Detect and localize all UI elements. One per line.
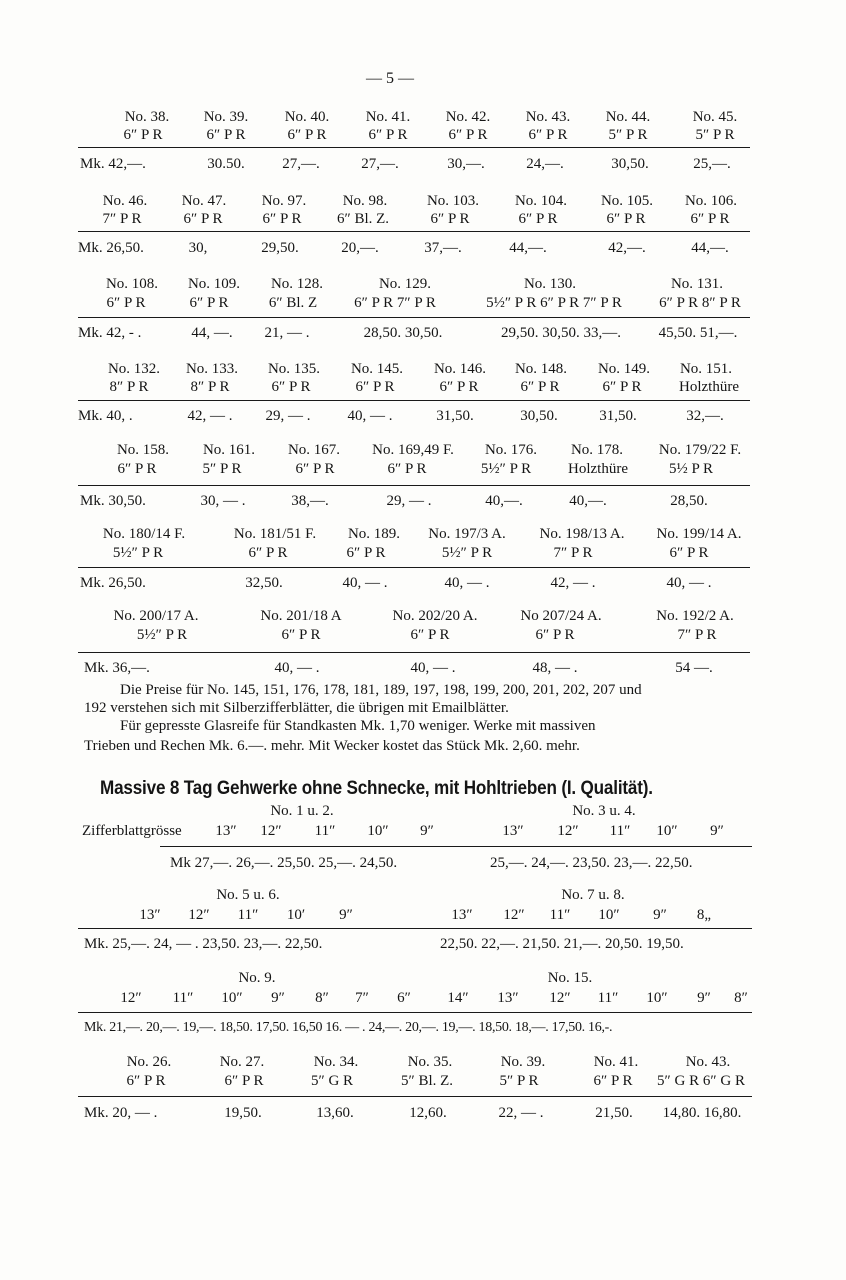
model-desc: 6″ P R <box>448 127 488 143</box>
model-desc: 6″ P R <box>295 461 335 477</box>
model-number: No. 104. <box>514 193 568 209</box>
dial-size: 9″ <box>420 823 434 839</box>
model-desc: 6″ P R <box>520 379 560 395</box>
model-number: No. 181/51 F. <box>233 526 317 542</box>
dial-size: 9″ <box>271 990 285 1006</box>
price: 24,—. <box>526 156 564 172</box>
model-desc: 6″ P R <box>355 379 395 395</box>
dial-size: 13″ <box>497 990 519 1006</box>
model-number: No. 197/3 A. <box>428 526 506 542</box>
price: Mk. 42,—. <box>80 156 146 172</box>
dial-size: 8″ <box>315 990 329 1006</box>
dial-size: 10″ <box>656 823 678 839</box>
dial-size: 13″ <box>451 907 473 923</box>
model-desc: Holzthüre <box>568 461 628 477</box>
price: 40,—. <box>569 493 607 509</box>
model-number: No. 105. <box>600 193 654 209</box>
price: 30, <box>188 240 208 256</box>
model-number: No. 97. <box>261 193 307 209</box>
price: 40, — . <box>666 575 712 591</box>
model-desc: 6″ P R <box>106 295 146 311</box>
model-number: No. 202/20 A. <box>392 608 478 624</box>
model-number: No. 34. <box>313 1054 359 1070</box>
model-desc: 8″ P R <box>190 379 230 395</box>
model-number: No. 130. <box>523 276 577 292</box>
price: 30, — . <box>200 493 246 509</box>
model-desc: 6″ P R <box>287 127 327 143</box>
price: 12,60. <box>409 1105 447 1121</box>
price: 45,50. 51,—. <box>658 325 738 341</box>
model-number: No. 161. <box>202 442 256 458</box>
model-desc: 6″ P R <box>271 379 311 395</box>
model-desc: 6″ P R <box>606 211 646 227</box>
model-number: No. 41. <box>593 1054 639 1070</box>
price: 21, — . <box>264 325 310 341</box>
model-desc: 6″ P R <box>123 127 163 143</box>
dial-size: 11″ <box>314 823 336 839</box>
model-desc: 6″ P R <box>518 211 558 227</box>
model-number: No. 151. <box>679 361 733 377</box>
dial-size: 9″ <box>653 907 667 923</box>
price: Mk. 42, - . <box>78 325 142 341</box>
model-desc: 5″ P R <box>499 1073 539 1089</box>
price: 40, — . <box>444 575 490 591</box>
dial-size: 6″ <box>397 990 411 1006</box>
model-desc: 6″ P R <box>669 545 709 561</box>
model-number: No. 42. <box>445 109 491 125</box>
model-number: No. 189. <box>347 526 401 542</box>
section-heading: Massive 8 Tag Gehwerke ohne Schnecke, mit Hohltrieben (I. Qualität). <box>100 778 653 799</box>
price: 40, — . <box>347 408 393 424</box>
model-number: No. 39. <box>203 109 249 125</box>
price: 37,—. <box>424 240 462 256</box>
price: 29,50. <box>261 240 299 256</box>
model-number: No. 106. <box>684 193 738 209</box>
dial-size: 12″ <box>503 907 525 923</box>
price: 14,80. 16,80. <box>662 1105 742 1121</box>
price: 30,50. <box>611 156 649 172</box>
model-desc: 6″ P R <box>206 127 246 143</box>
model-number: No. 149. <box>597 361 651 377</box>
model-number: No. 167. <box>287 442 341 458</box>
model-desc: 5½ P R <box>668 461 714 477</box>
dial-size: 10″ <box>221 990 243 1006</box>
table-rule <box>78 928 752 929</box>
dial-size: 12″ <box>120 990 142 1006</box>
model-number: No. 43. <box>685 1054 731 1070</box>
dial-size: 8″ <box>734 990 748 1006</box>
dial-size: 14″ <box>447 990 469 1006</box>
price: Mk. 20, — . <box>84 1105 158 1121</box>
model-desc: 6″ P R <box>224 1073 264 1089</box>
group-title: No. 9. <box>238 970 276 986</box>
price: 29,50. 30,50. 33,—. <box>501 325 621 341</box>
model-desc: 6″ P R <box>439 379 479 395</box>
model-desc: 5″ P R <box>695 127 735 143</box>
model-desc: 6″ P R <box>593 1073 633 1089</box>
model-number: No. 135. <box>267 361 321 377</box>
model-number: No. 40. <box>284 109 330 125</box>
price: 30,—. <box>447 156 485 172</box>
price: 42, — . <box>550 575 596 591</box>
model-number: No. 43. <box>525 109 571 125</box>
note-line: Die Preise für No. 145, 151, 176, 178, 181, 189, 197, 198, 199, 200, 201, 202, 207 und <box>120 682 642 698</box>
price: 30,50. <box>520 408 558 424</box>
model-number: No. 200/17 A. <box>113 608 199 624</box>
model-number: No. 38. <box>124 109 170 125</box>
model-number: No. 199/14 A. <box>656 526 742 542</box>
dial-size: 10″ <box>598 907 620 923</box>
model-desc: 5½″ P R <box>480 461 532 477</box>
price: 42, — . <box>187 408 233 424</box>
model-desc: 6″ P R <box>430 211 470 227</box>
dial-size: 9″ <box>339 907 353 923</box>
model-desc: 5″ Bl. Z. <box>400 1073 454 1089</box>
model-number: No. 131. <box>670 276 724 292</box>
dial-size: 13″ <box>502 823 524 839</box>
model-number: No. 176. <box>484 442 538 458</box>
model-desc: 6″ P R <box>126 1073 166 1089</box>
price: 32,—. <box>686 408 724 424</box>
model-number: No. 179/22 F. <box>658 442 742 458</box>
model-desc: 6″ P R <box>183 211 223 227</box>
model-desc: 8″ P R <box>109 379 149 395</box>
price-row: Mk 27,—. 26,—. 25,50. 25,—. 24,50. <box>170 855 398 871</box>
model-number: No. 39. <box>500 1054 546 1070</box>
model-desc: 6″ P R <box>262 211 302 227</box>
table-rule <box>78 1096 752 1097</box>
model-number: No. 46. <box>102 193 148 209</box>
dial-size: 9″ <box>710 823 724 839</box>
price: 27,—. <box>361 156 399 172</box>
model-number: No 207/24 A. <box>520 608 602 624</box>
table-rule <box>78 652 750 653</box>
table-rule <box>78 231 750 232</box>
model-desc: 6″ Bl. Z. <box>336 211 390 227</box>
price: 13,60. <box>316 1105 354 1121</box>
price: 44,—. <box>691 240 729 256</box>
price: 31,50. <box>599 408 637 424</box>
model-number: No. 198/13 A. <box>539 526 625 542</box>
page-number: — 5 — <box>366 70 414 87</box>
price: 32,50. <box>245 575 283 591</box>
price: Mk. 30,50. <box>80 493 146 509</box>
dial-size: 10′ <box>286 907 306 923</box>
price: Mk. 26,50. <box>80 575 146 591</box>
model-desc: 6″ P R <box>281 627 321 643</box>
dial-size: 11″ <box>172 990 194 1006</box>
model-desc: 6″ P R <box>117 461 157 477</box>
dial-size: 11″ <box>549 907 571 923</box>
model-desc: 6″ P R <box>248 545 288 561</box>
note-line: 192 verstehen sich mit Silberzifferblätter, die übrigen mit Emailblätter. <box>84 700 509 716</box>
model-desc: 6″ P R 7″ P R <box>354 295 436 311</box>
model-number: No. 180/14 F. <box>102 526 186 542</box>
price: 40, — . <box>274 660 320 676</box>
group-title: No. 3 u. 4. <box>572 803 636 819</box>
price: Mk. 36,—. <box>84 660 150 676</box>
dial-size-label: Zifferblattgrösse <box>82 823 182 839</box>
model-number: No. 44. <box>605 109 651 125</box>
model-number: No. 128. <box>270 276 324 292</box>
price: 40,—. <box>485 493 523 509</box>
group-title: No. 15. <box>547 970 593 986</box>
model-number: No. 47. <box>181 193 227 209</box>
price: Mk. 26,50. <box>78 240 144 256</box>
group-title: No. 5 u. 6. <box>216 887 280 903</box>
model-desc: 5″ P R <box>202 461 242 477</box>
price: 19,50. <box>224 1105 262 1121</box>
price: 40, — . <box>342 575 388 591</box>
price: 54 —. <box>675 660 713 676</box>
model-number: No. 41. <box>365 109 411 125</box>
price: 20,—. <box>341 240 379 256</box>
dial-size: 11″ <box>609 823 631 839</box>
model-desc: 5½″ P R <box>112 545 164 561</box>
model-desc: 5½″ P R 6″ P R 7″ P R <box>486 295 622 311</box>
price: 29, — . <box>265 408 311 424</box>
model-desc: 6″ P R 8″ P R <box>659 295 741 311</box>
table-rule <box>78 400 750 401</box>
model-number: No. 109. <box>187 276 241 292</box>
dial-size: 12″ <box>557 823 579 839</box>
note-line: Trieben und Rechen Mk. 6.—. mehr. Mit Wecker kostet das Stück Mk. 2,60. mehr. <box>84 738 580 754</box>
price: 27,—. <box>282 156 320 172</box>
price: 44,—. <box>509 240 547 256</box>
price: 28,50. <box>670 493 708 509</box>
model-desc: 7″ P R <box>677 627 717 643</box>
dial-size: 7″ <box>355 990 369 1006</box>
model-number: No. 133. <box>185 361 239 377</box>
price: 38,—. <box>291 493 329 509</box>
model-desc: 5″ P R <box>608 127 648 143</box>
model-number: No. 145. <box>350 361 404 377</box>
dial-size: 12″ <box>260 823 282 839</box>
dial-size: 13″ <box>215 823 237 839</box>
table-rule <box>78 147 750 148</box>
dial-size: 11″ <box>237 907 259 923</box>
price: 48, — . <box>532 660 578 676</box>
model-desc: 6″ P R <box>387 461 427 477</box>
model-desc: 6″ P R <box>528 127 568 143</box>
dial-size: 10″ <box>367 823 389 839</box>
price: 42,—. <box>608 240 646 256</box>
model-desc: 6″ P R <box>368 127 408 143</box>
table-rule <box>78 485 750 486</box>
note-line: Für gepresste Glasreife für Standkasten Mk. 1,70 weniger. Werke mit massiven <box>120 718 596 734</box>
dial-size: 12″ <box>188 907 210 923</box>
model-number: No. 129. <box>378 276 432 292</box>
model-number: No. 132. <box>107 361 161 377</box>
model-number: No. 35. <box>407 1054 453 1070</box>
dial-size: 12″ <box>549 990 571 1006</box>
model-desc: Holzthüre <box>679 379 739 395</box>
price: 31,50. <box>436 408 474 424</box>
model-number: No. 192/2 A. <box>656 608 734 624</box>
model-number: No. 98. <box>342 193 388 209</box>
group-title: No. 7 u. 8. <box>561 887 625 903</box>
model-desc: 6″ P R <box>410 627 450 643</box>
dial-size: 13″ <box>139 907 161 923</box>
price: 21,50. <box>595 1105 633 1121</box>
model-number: No. 108. <box>105 276 159 292</box>
model-desc: 6″ P R <box>189 295 229 311</box>
model-number: No. 158. <box>116 442 170 458</box>
dial-size: 11″ <box>597 990 619 1006</box>
model-desc: 5½″ P R <box>441 545 493 561</box>
dial-size: 8„ <box>696 907 712 923</box>
model-desc: 6″ P R <box>690 211 730 227</box>
table-rule <box>78 567 750 568</box>
model-desc: 6″ P R <box>346 545 386 561</box>
price: Mk. 40, . <box>78 408 133 424</box>
model-number: No. 103. <box>426 193 480 209</box>
price-row: Mk. 21,—. 20,—. 19,—. 18,50. 17,50. 16,50 16. — . 24,—. 20,—. 19,—. 18,50. 18,—. 17,50. 16,-. <box>84 1020 613 1035</box>
model-desc: 6″ Bl. Z <box>268 295 318 311</box>
model-number: No. 146. <box>433 361 487 377</box>
table-rule <box>78 1012 752 1013</box>
dial-size: 9″ <box>697 990 711 1006</box>
model-number: No. 148. <box>514 361 568 377</box>
price: 44, —. <box>191 325 233 341</box>
price-row: Mk. 25,—. 24, — . 23,50. 23,—. 22,50. <box>84 936 323 952</box>
model-number: No. 26. <box>126 1054 172 1070</box>
model-desc: 7″ P R <box>553 545 593 561</box>
model-desc: 5½″ P R <box>136 627 188 643</box>
model-desc: 5″ G R <box>310 1073 354 1089</box>
price-row: 25,—. 24,—. 23,50. 23,—. 22,50. <box>490 855 693 871</box>
group-title: No. 1 u. 2. <box>270 803 334 819</box>
model-desc: 6″ P R <box>535 627 575 643</box>
model-desc: 6″ P R <box>602 379 642 395</box>
price: 25,—. <box>693 156 731 172</box>
price: 40, — . <box>410 660 456 676</box>
model-number: No. 178. <box>570 442 624 458</box>
model-number: No. 169,49 F. <box>372 442 454 458</box>
model-number: No. 201/18 A <box>260 608 342 624</box>
model-number: No. 45. <box>692 109 738 125</box>
price: 29, — . <box>386 493 432 509</box>
table-rule <box>78 317 750 318</box>
price-row: 22,50. 22,—. 21,50. 21,—. 20,50. 19,50. <box>440 936 684 952</box>
price: 28,50. 30,50. <box>363 325 443 341</box>
model-desc: 5″ G R 6″ G R <box>657 1073 745 1089</box>
model-desc: 7″ P R <box>102 211 142 227</box>
price: 30.50. <box>207 156 245 172</box>
table-rule <box>160 846 752 847</box>
price: 22, — . <box>498 1105 544 1121</box>
dial-size: 10″ <box>646 990 668 1006</box>
model-number: No. 27. <box>219 1054 265 1070</box>
